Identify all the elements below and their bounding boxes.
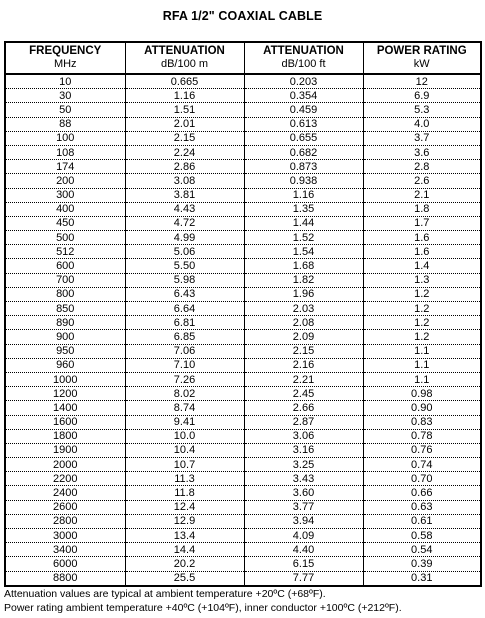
- cell-frequency: 10: [5, 74, 125, 89]
- cell-power-rating: 1.6: [363, 231, 481, 245]
- cell-frequency: 1900: [5, 443, 125, 457]
- cell-attenuation-metric: 2.86: [125, 160, 244, 174]
- cell-power-rating: 1.1: [363, 358, 481, 372]
- cell-attenuation-metric: 2.01: [125, 117, 244, 131]
- cell-attenuation-imperial: 3.43: [244, 472, 363, 486]
- header-attenuation-metric: [125, 42, 244, 74]
- cell-attenuation-imperial: 2.15: [244, 344, 363, 358]
- cell-power-rating: 1.7: [363, 216, 481, 230]
- cell-power-rating: 0.83: [363, 415, 481, 429]
- table-row: [5, 458, 481, 472]
- header-power-rating: [363, 42, 481, 74]
- cell-attenuation-metric: 20.2: [125, 557, 244, 571]
- cell-frequency: 30: [5, 89, 125, 103]
- table-row: [5, 316, 481, 330]
- cell-frequency: 2000: [5, 458, 125, 472]
- cell-attenuation-imperial: 1.96: [244, 287, 363, 301]
- cell-power-rating: 12: [363, 74, 481, 89]
- cell-frequency: 1200: [5, 387, 125, 401]
- cell-power-rating: 1.2: [363, 330, 481, 344]
- cell-frequency: 500: [5, 231, 125, 245]
- footnote-attenuation: Attenuation values are typical at ambient temperature +20ºC (+68ºF).: [4, 588, 326, 600]
- cell-attenuation-metric: 13.4: [125, 529, 244, 543]
- cell-attenuation-imperial: 3.60: [244, 486, 363, 500]
- table-row: [5, 287, 481, 301]
- cell-power-rating: 0.74: [363, 458, 481, 472]
- cell-power-rating: 0.58: [363, 529, 481, 543]
- table-row: [5, 543, 481, 557]
- cell-attenuation-metric: 10.0: [125, 429, 244, 443]
- cell-attenuation-imperial: 1.54: [244, 245, 363, 259]
- cell-attenuation-imperial: 3.94: [244, 514, 363, 528]
- cell-attenuation-imperial: 4.40: [244, 543, 363, 557]
- cell-attenuation-metric: 25.5: [125, 571, 244, 586]
- cell-attenuation-imperial: 1.44: [244, 216, 363, 230]
- cell-power-rating: 1.2: [363, 287, 481, 301]
- table-row: [5, 557, 481, 571]
- table-row: [5, 344, 481, 358]
- cell-frequency: 8800: [53, 572, 78, 585]
- cell-attenuation-metric: 6.85: [125, 330, 244, 344]
- cell-power-rating: 1.1: [363, 372, 481, 386]
- cell-power-rating: 6.9: [363, 89, 481, 103]
- table-row: [5, 429, 481, 443]
- header-frequency-label: FREQUENCY: [29, 45, 102, 57]
- table-body: [5, 74, 481, 586]
- cell-attenuation-metric: 5.06: [125, 245, 244, 259]
- cable-spec-table: [4, 41, 482, 587]
- cell-power-rating: 0.76: [363, 443, 481, 457]
- cell-attenuation-imperial: 3.16: [244, 443, 363, 457]
- cell-attenuation-metric: 5.98: [125, 273, 244, 287]
- table-row: [5, 529, 481, 543]
- table-row: [5, 401, 481, 415]
- cell-attenuation-metric: 12.9: [125, 514, 244, 528]
- cell-attenuation-imperial: 1.82: [244, 273, 363, 287]
- cell-attenuation-imperial: 6.15: [244, 557, 363, 571]
- cell-power-rating: 1.6: [363, 245, 481, 259]
- cell-attenuation-metric: 7.10: [125, 358, 244, 372]
- cell-attenuation-imperial: 2.21: [244, 372, 363, 386]
- header-attenuation-metric-unit: dB/100 m: [160, 58, 209, 70]
- header-power-rating-unit: kW: [413, 58, 430, 70]
- header-attenuation-imperial: [244, 42, 363, 74]
- cell-attenuation-imperial: 1.52: [244, 231, 363, 245]
- table-row: [5, 188, 481, 202]
- table-row: [5, 486, 481, 500]
- cell-frequency: 6000: [5, 557, 125, 571]
- cell-attenuation-metric: 4.43: [125, 202, 244, 216]
- cell-attenuation-imperial: 2.87: [244, 415, 363, 429]
- footnotes: [4, 587, 482, 615]
- table-row: [5, 259, 481, 273]
- header-frequency-unit: MHz: [53, 58, 77, 70]
- cell-attenuation-imperial: 3.77: [244, 500, 363, 514]
- cell-frequency: 600: [5, 259, 125, 273]
- cell-power-rating: 0.63: [363, 500, 481, 514]
- cell-attenuation-metric: 1.51: [125, 103, 244, 117]
- cell-attenuation-imperial: 0.873: [244, 160, 363, 174]
- cell-frequency: 108: [5, 145, 125, 159]
- cell-frequency: 512: [5, 245, 125, 259]
- cell-attenuation-imperial: 2.66: [244, 401, 363, 415]
- cell-frequency: 450: [5, 216, 125, 230]
- table-row: [5, 372, 481, 386]
- header-frequency: [5, 42, 125, 74]
- cell-frequency: 1800: [5, 429, 125, 443]
- header-attenuation-metric-label: ATTENUATION: [144, 45, 225, 57]
- table-row: [5, 330, 481, 344]
- cell-power-rating: 0.54: [363, 543, 481, 557]
- cell-attenuation-imperial: 1.35: [244, 202, 363, 216]
- cell-frequency: 850: [5, 302, 125, 316]
- cell-attenuation-metric: 6.64: [125, 302, 244, 316]
- cell-frequency: 800: [5, 287, 125, 301]
- cell-attenuation-imperial: 3.25: [244, 458, 363, 472]
- cell-attenuation-metric: 6.43: [125, 287, 244, 301]
- cell-power-rating: 1.3: [363, 273, 481, 287]
- cell-frequency: 1000: [5, 372, 125, 386]
- header-attenuation-imperial-label: ATTENUATION: [263, 45, 344, 57]
- cell-attenuation-metric: 10.7: [125, 458, 244, 472]
- cell-attenuation-metric: 2.24: [125, 145, 244, 159]
- cell-attenuation-imperial: 0.938: [244, 174, 363, 188]
- cell-attenuation-imperial: 2.08: [244, 316, 363, 330]
- cell-attenuation-metric: 6.81: [125, 316, 244, 330]
- cell-frequency: 2400: [5, 486, 125, 500]
- cell-attenuation-imperial: 7.77: [244, 571, 363, 586]
- cell-power-rating: 1.8: [363, 202, 481, 216]
- cell-attenuation-metric: 11.3: [125, 472, 244, 486]
- cell-frequency: 2600: [5, 500, 125, 514]
- cell-attenuation-imperial: 0.459: [244, 103, 363, 117]
- cell-power-rating: 0.98: [363, 387, 481, 401]
- table-row: [5, 89, 481, 103]
- cell-attenuation-metric: 14.4: [125, 543, 244, 557]
- cell-attenuation-imperial: 0.203: [244, 74, 363, 89]
- cell-attenuation-imperial: 1.68: [244, 259, 363, 273]
- cell-frequency: 3400: [5, 543, 125, 557]
- table-row: [5, 358, 481, 372]
- cell-power-rating: 0.66: [363, 486, 481, 500]
- table-row: [5, 302, 481, 316]
- cell-attenuation-imperial: 0.682: [244, 145, 363, 159]
- header-row: [5, 42, 481, 74]
- table-row: [5, 571, 481, 586]
- table-row: [5, 202, 481, 216]
- cell-power-rating: 0.39: [363, 557, 481, 571]
- cell-attenuation-metric: 0.665: [125, 74, 244, 89]
- cell-frequency: 300: [5, 188, 125, 202]
- cell-attenuation-metric: 9.41: [125, 415, 244, 429]
- cell-power-rating: 1.2: [363, 316, 481, 330]
- cell-frequency: 400: [5, 202, 125, 216]
- table-row: [5, 216, 481, 230]
- cell-attenuation-metric: 4.99: [125, 231, 244, 245]
- cell-frequency: 700: [5, 273, 125, 287]
- cell-frequency: 950: [5, 344, 125, 358]
- cell-attenuation-imperial: 3.06: [244, 429, 363, 443]
- cell-attenuation-imperial: 2.03: [244, 302, 363, 316]
- table-row: [5, 145, 481, 159]
- cell-frequency: 100: [5, 131, 125, 145]
- table-row: [5, 500, 481, 514]
- header-power-rating-label: POWER RATING: [376, 45, 467, 57]
- table-row: [5, 74, 481, 89]
- cell-power-rating: 0.31: [363, 571, 481, 586]
- table-row: [5, 117, 481, 131]
- cell-frequency: 174: [5, 160, 125, 174]
- table-row: [5, 160, 481, 174]
- table-row: [5, 273, 481, 287]
- table-row: [5, 131, 481, 145]
- cell-attenuation-metric: 11.8: [125, 486, 244, 500]
- cell-frequency: 88: [5, 117, 125, 131]
- table-row: [5, 245, 481, 259]
- cell-power-rating: 1.4: [363, 259, 481, 273]
- cell-power-rating: 0.90: [363, 401, 481, 415]
- cell-attenuation-metric: 4.72: [125, 216, 244, 230]
- table-row: [5, 387, 481, 401]
- cell-frequency: 3000: [5, 529, 125, 543]
- cell-frequency: 200: [5, 174, 125, 188]
- cell-attenuation-metric: 5.50: [125, 259, 244, 273]
- cell-attenuation-metric: 7.26: [125, 372, 244, 386]
- cell-attenuation-imperial: 2.16: [244, 358, 363, 372]
- cell-attenuation-imperial: 2.45: [244, 387, 363, 401]
- cell-attenuation-imperial: 1.16: [244, 188, 363, 202]
- header-attenuation-imperial-unit: dB/100 ft: [281, 58, 326, 70]
- cell-attenuation-metric: 8.74: [125, 401, 244, 415]
- cell-frequency: 960: [5, 358, 125, 372]
- footnote-power-rating: Power rating ambient temperature +40ºC (+104ºF), inner conductor +100ºC (+212ºF).: [4, 602, 402, 614]
- table-row: [5, 103, 481, 117]
- cell-attenuation-metric: 8.02: [125, 387, 244, 401]
- cell-frequency: 1600: [5, 415, 125, 429]
- table-row: [5, 415, 481, 429]
- cell-attenuation-imperial: 0.613: [244, 117, 363, 131]
- table-row: [5, 443, 481, 457]
- cell-attenuation-metric: 7.06: [125, 344, 244, 358]
- document-title: RFA 1/2" COAXIAL CABLE: [162, 9, 323, 23]
- cell-attenuation-imperial: 0.354: [244, 89, 363, 103]
- cell-attenuation-metric: 12.4: [125, 500, 244, 514]
- cell-frequency: 50: [5, 103, 125, 117]
- cell-power-rating: 1.1: [363, 344, 481, 358]
- cell-power-rating: 0.78: [363, 429, 481, 443]
- cell-power-rating: 1.2: [363, 302, 481, 316]
- cell-power-rating: 5.3: [363, 103, 481, 117]
- cell-frequency: 900: [5, 330, 125, 344]
- cell-power-rating: 2.8: [363, 160, 481, 174]
- table-row: [5, 231, 481, 245]
- cell-attenuation-metric: 3.81: [125, 188, 244, 202]
- cell-power-rating: 3.7: [363, 131, 481, 145]
- table-row: [5, 174, 481, 188]
- cell-frequency: 2800: [5, 514, 125, 528]
- table-row: [5, 472, 481, 486]
- cell-power-rating: 0.70: [363, 472, 481, 486]
- cell-attenuation-imperial: 2.09: [244, 330, 363, 344]
- cell-frequency: 1400: [5, 401, 125, 415]
- cell-power-rating: 4.0: [363, 117, 481, 131]
- cell-attenuation-metric: 3.08: [125, 174, 244, 188]
- cell-power-rating: 2.6: [363, 174, 481, 188]
- cell-power-rating: 0.61: [363, 514, 481, 528]
- cell-power-rating: 2.1: [363, 188, 481, 202]
- cell-attenuation-metric: 2.15: [125, 131, 244, 145]
- cell-attenuation-metric: 1.16: [125, 89, 244, 103]
- cell-frequency: 2200: [5, 472, 125, 486]
- cell-attenuation-imperial: 0.655: [244, 131, 363, 145]
- cell-power-rating: 3.6: [363, 145, 481, 159]
- cell-attenuation-metric: 10.4: [125, 443, 244, 457]
- cell-attenuation-imperial: 4.09: [244, 529, 363, 543]
- cell-frequency: 890: [5, 316, 125, 330]
- table-row: [5, 514, 481, 528]
